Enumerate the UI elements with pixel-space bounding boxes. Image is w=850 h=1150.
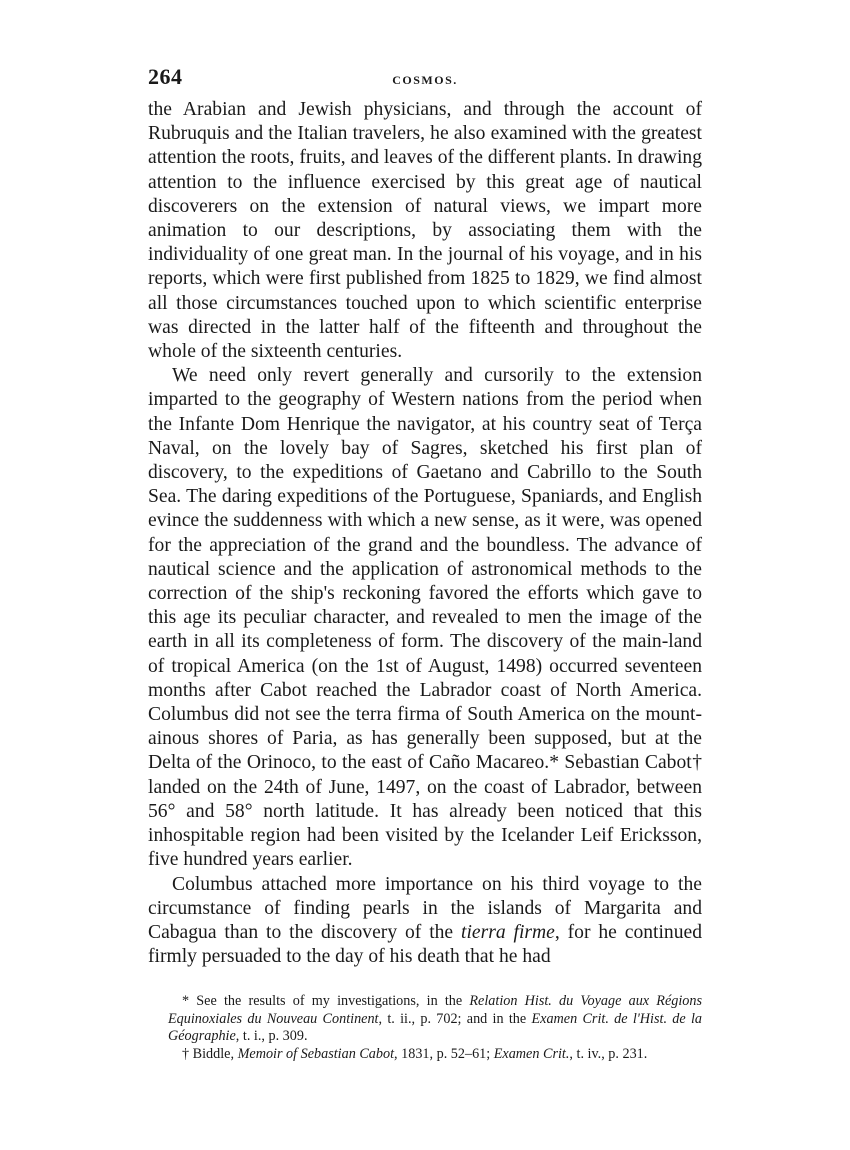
page-number: 264 — [148, 64, 183, 89]
footnote-1-title-b: Examen Crit. de l'Hist. de la Géographie — [168, 1010, 702, 1045]
footnote-1 — [168, 993, 702, 1045]
footnote-2-text-c: , 1831, p. 52–61; — [394, 1045, 494, 1062]
paragraph-3 — [148, 873, 702, 970]
footnotes — [148, 993, 702, 1063]
footnote-1-title-a: Relation Hist. du Voyage aux Régions Equinoxiales du Nouveau Continent — [168, 993, 702, 1027]
page-header — [148, 64, 702, 98]
paragraph-2: We need only revert generally and cursorily to the extension imparted to the geography of Western nations from the period when the Infante Dom Henrique the navigator, at his country seat of Terça Naval, on the lovely bay of Sagres, sketched his first plan of discovery, to the expeditions of Gaetano and Cabrillo to the South Sea. The daring expeditions of the Portuguese, Spaniards, and English evince the suddenness with which a new sense, as it were, was opened for the appreciation of the grand and the boundless. The advance of nautical science and the application of astronomical methods to the correction of the ship's reckoning favored the efforts which gave to this age its peculiar character, and revealed to men the image of the earth in all its completeness of form. The discovery of the main-land of tropical America (on the 1st of August, 1498) occurred seventeen months after Cabot reached the Labrador coast of North America. Columbus did not see the terra firma of South America on the mountainous shores of Paria, as has generally been supposed, but at the Delta of the Orinoco, to the east of Caño Macareo.* Sebastian Cabot† landed on the 24th of June, 1497, on the coast of Labrador, between 56° and 58° north latitude. It has already been noticed that this inhospitable region had been visited by the Icelander Leif Ericksson, five hundred years earlier. — [148, 365, 702, 871]
body-text — [148, 98, 702, 969]
footnote-2-text-a: † Biddle, — [182, 1045, 238, 1062]
footnote-2-title-b: Examen Crit. — [493, 1045, 570, 1062]
paragraph-3-italic: tierra firme — [461, 921, 555, 943]
book-page — [148, 64, 702, 1063]
footnote-1-text-a: * See the results of my investigations, in the — [182, 993, 470, 1010]
paragraph-3-text-c: , for he continued firmly persuaded to the day of his death that he had — [148, 921, 703, 968]
paragraph-3-text-a: Columbus attached more importance on his third voyage to the circumstance of finding pearls in the islands of Margarita and Cabagua than to the discovery of the — [148, 873, 702, 943]
footnote-1-text-e: , t. i., p. 309. — [235, 1028, 308, 1045]
running-head: COSMOS. — [392, 73, 458, 87]
footnote-2-text-e: , t. iv., p. 231. — [569, 1045, 648, 1062]
footnote-1-text-c: , t. ii., p. 702; and in the — [378, 1010, 532, 1027]
footnote-2 — [168, 1046, 702, 1063]
footnote-2-title-a: Memoir of Sebastian Cabot — [237, 1045, 395, 1062]
paragraph-1: the Arabian and Jewish physicians, and through the account of Rubruquis and the Italian travelers, he also examined with the greatest attention the roots, fruits, and leaves of the different plants. In drawing attention to the influence exercised by this great age of nautical discoverers on the extension of natural views, we impart more animation to our descriptions, by associating them with the individuality of one great man. In the journal of his voyage, and in his reports, which were first published from 1825 to 1829, we find almost all those circumstances touched upon to which scientific enterprise was directed in the latter half of the fifteenth and throughout the whole of the sixteenth centuries. — [148, 99, 702, 363]
